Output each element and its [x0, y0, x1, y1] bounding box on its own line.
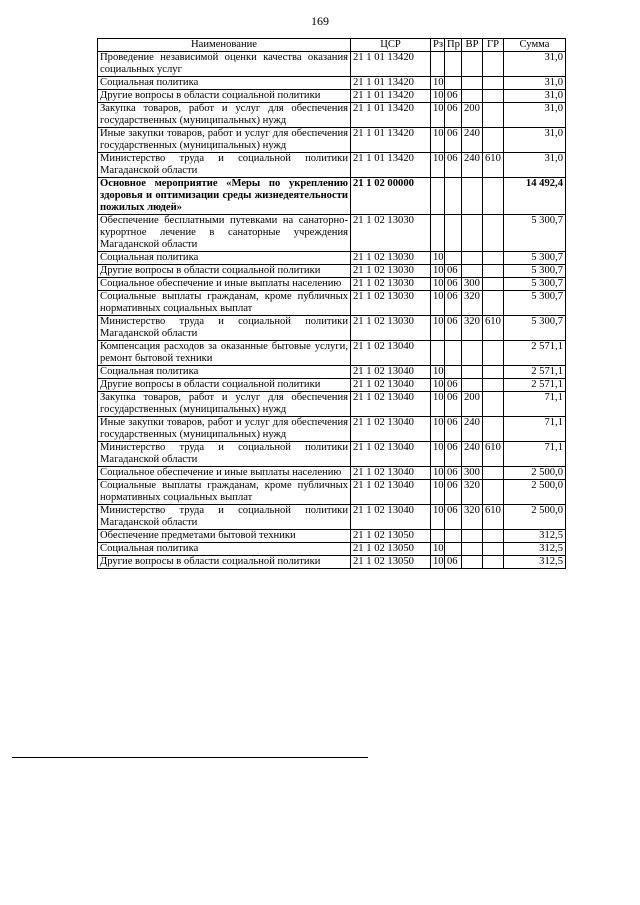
cell-rz: 10	[431, 103, 445, 128]
cell-code: 21 1 02 13030	[351, 252, 431, 265]
cell-pr: 06	[445, 442, 462, 467]
cell-rz: 10	[431, 265, 445, 278]
cell-amount: 5 300,7	[504, 291, 566, 316]
cell-vr	[462, 379, 483, 392]
table-row	[98, 467, 566, 480]
table-header-row	[98, 39, 566, 52]
cell-pr: 06	[445, 316, 462, 341]
table-row	[98, 278, 566, 291]
cell-rz: 10	[431, 252, 445, 265]
cell-amount: 2 571,1	[504, 379, 566, 392]
cell-code: 21 1 01 13420	[351, 153, 431, 178]
cell-pr	[445, 341, 462, 366]
cell-code: 21 1 01 13420	[351, 103, 431, 128]
cell-gr	[483, 530, 504, 543]
cell-amount: 31,0	[504, 52, 566, 77]
table-row	[98, 316, 566, 341]
cell-gr	[483, 291, 504, 316]
cell-code: 21 1 02 13040	[351, 341, 431, 366]
cell-rz: 10	[431, 278, 445, 291]
cell-vr	[462, 366, 483, 379]
cell-gr	[483, 90, 504, 103]
table-row	[98, 480, 566, 505]
cell-gr	[483, 77, 504, 90]
cell-rz: 10	[431, 392, 445, 417]
cell-name: Иные закупки товаров, работ и услуг для обеспечения государственных (муниципальных) нужд	[98, 417, 351, 442]
cell-pr: 06	[445, 128, 462, 153]
cell-name: Социальная политика	[98, 366, 351, 379]
table-row	[98, 291, 566, 316]
cell-gr	[483, 392, 504, 417]
cell-code: 21 1 02 13030	[351, 316, 431, 341]
cell-amount: 5 300,7	[504, 215, 566, 252]
cell-vr: 200	[462, 392, 483, 417]
cell-name: Обеспечение предметами бытовой техники	[98, 530, 351, 543]
cell-rz	[431, 52, 445, 77]
table-row	[98, 265, 566, 278]
cell-code: 21 1 02 13040	[351, 379, 431, 392]
cell-vr	[462, 178, 483, 215]
table-row	[98, 543, 566, 556]
table-row	[98, 366, 566, 379]
cell-vr: 240	[462, 417, 483, 442]
cell-pr: 06	[445, 556, 462, 569]
cell-name: Социальное обеспечение и иные выплаты населению	[98, 467, 351, 480]
table-row	[98, 379, 566, 392]
page-number: 169	[311, 14, 329, 28]
cell-name: Другие вопросы в области социальной политики	[98, 379, 351, 392]
cell-amount: 71,1	[504, 392, 566, 417]
cell-rz: 10	[431, 505, 445, 530]
cell-vr: 240	[462, 153, 483, 178]
cell-pr: 06	[445, 392, 462, 417]
cell-pr: 06	[445, 480, 462, 505]
cell-gr	[483, 103, 504, 128]
cell-amount: 71,1	[504, 442, 566, 467]
cell-name: Министерство труда и социальной политики Магаданской области	[98, 153, 351, 178]
table-row	[98, 77, 566, 90]
cell-pr: 06	[445, 291, 462, 316]
cell-rz: 10	[431, 316, 445, 341]
cell-pr	[445, 252, 462, 265]
cell-name: Закупка товаров, работ и услуг для обеспечения государственных (муниципальных) нужд	[98, 103, 351, 128]
cell-gr	[483, 379, 504, 392]
cell-gr: 610	[483, 316, 504, 341]
cell-gr	[483, 265, 504, 278]
table-row	[98, 178, 566, 215]
table-row	[98, 103, 566, 128]
cell-gr	[483, 178, 504, 215]
cell-vr: 200	[462, 103, 483, 128]
cell-name: Министерство труда и социальной политики Магаданской области	[98, 442, 351, 467]
cell-amount: 71,1	[504, 417, 566, 442]
cell-pr: 06	[445, 90, 462, 103]
cell-code: 21 1 02 13040	[351, 480, 431, 505]
cell-code: 21 1 02 13040	[351, 366, 431, 379]
cell-name: Основное мероприятие «Меры по укреплению здоровья и оптимизации среды жизнедеятельности пожилых людей»	[98, 178, 351, 215]
cell-gr: 610	[483, 505, 504, 530]
cell-gr	[483, 480, 504, 505]
header-pr: Пр	[445, 39, 462, 52]
cell-name: Социальные выплаты гражданам, кроме публичных нормативных социальных выплат	[98, 291, 351, 316]
cell-pr	[445, 215, 462, 252]
cell-pr	[445, 77, 462, 90]
cell-rz: 10	[431, 543, 445, 556]
cell-amount: 2 571,1	[504, 341, 566, 366]
cell-vr	[462, 341, 483, 366]
cell-code: 21 1 01 13420	[351, 90, 431, 103]
header-gr: ГР	[483, 39, 504, 52]
table-row	[98, 252, 566, 265]
cell-vr	[462, 543, 483, 556]
cell-rz: 10	[431, 417, 445, 442]
cell-name: Другие вопросы в области социальной политики	[98, 556, 351, 569]
cell-code: 21 1 02 00000	[351, 178, 431, 215]
cell-vr	[462, 252, 483, 265]
cell-vr	[462, 215, 483, 252]
cell-vr	[462, 90, 483, 103]
cell-amount: 2 571,1	[504, 366, 566, 379]
cell-vr: 240	[462, 128, 483, 153]
cell-vr: 320	[462, 480, 483, 505]
cell-gr	[483, 543, 504, 556]
cell-vr: 300	[462, 467, 483, 480]
cell-vr	[462, 77, 483, 90]
header-amount: Сумма	[504, 39, 566, 52]
cell-name: Министерство труда и социальной политики Магаданской области	[98, 505, 351, 530]
header-rz: Рз	[431, 39, 445, 52]
cell-pr: 06	[445, 417, 462, 442]
cell-pr: 06	[445, 265, 462, 278]
cell-rz: 10	[431, 442, 445, 467]
cell-amount: 2 500,0	[504, 480, 566, 505]
table-row	[98, 392, 566, 417]
cell-rz: 10	[431, 366, 445, 379]
cell-vr	[462, 556, 483, 569]
table-row	[98, 90, 566, 103]
cell-name: Социальное обеспечение и иные выплаты населению	[98, 278, 351, 291]
cell-gr	[483, 278, 504, 291]
cell-amount: 5 300,7	[504, 316, 566, 341]
cell-name: Социальные выплаты гражданам, кроме публичных нормативных социальных выплат	[98, 480, 351, 505]
cell-pr	[445, 366, 462, 379]
cell-code: 21 1 02 13040	[351, 417, 431, 442]
cell-pr: 06	[445, 379, 462, 392]
header-name: Наименование	[98, 39, 351, 52]
cell-vr	[462, 52, 483, 77]
cell-name: Закупка товаров, работ и услуг для обеспечения государственных (муниципальных) нужд	[98, 392, 351, 417]
cell-rz: 10	[431, 379, 445, 392]
cell-pr: 06	[445, 103, 462, 128]
cell-pr	[445, 52, 462, 77]
cell-vr: 240	[462, 442, 483, 467]
cell-amount: 312,5	[504, 556, 566, 569]
cell-rz	[431, 215, 445, 252]
cell-amount: 2 500,0	[504, 467, 566, 480]
budget-table	[97, 38, 566, 569]
cell-vr: 320	[462, 505, 483, 530]
cell-vr: 300	[462, 278, 483, 291]
cell-gr	[483, 252, 504, 265]
cell-name: Иные закупки товаров, работ и услуг для обеспечения государственных (муниципальных) нужд	[98, 128, 351, 153]
cell-amount: 5 300,7	[504, 278, 566, 291]
cell-code: 21 1 02 13030	[351, 215, 431, 252]
cell-amount: 31,0	[504, 128, 566, 153]
cell-code: 21 1 02 13030	[351, 278, 431, 291]
cell-amount: 31,0	[504, 153, 566, 178]
cell-pr: 06	[445, 505, 462, 530]
cell-name: Социальная политика	[98, 77, 351, 90]
cell-vr: 320	[462, 316, 483, 341]
cell-amount: 31,0	[504, 103, 566, 128]
cell-rz: 10	[431, 153, 445, 178]
cell-amount: 312,5	[504, 543, 566, 556]
cell-amount: 2 500,0	[504, 505, 566, 530]
cell-code: 21 1 02 13040	[351, 392, 431, 417]
cell-code: 21 1 01 13420	[351, 77, 431, 90]
header-vr: ВР	[462, 39, 483, 52]
cell-code: 21 1 02 13050	[351, 530, 431, 543]
cell-code: 21 1 02 13030	[351, 265, 431, 278]
cell-amount: 5 300,7	[504, 252, 566, 265]
cell-name: Компенсация расходов за оказанные бытовые услуги, ремонт бытовой техники	[98, 341, 351, 366]
cell-vr	[462, 530, 483, 543]
header-code: ЦСР	[351, 39, 431, 52]
table-row	[98, 442, 566, 467]
cell-amount: 14 492,4	[504, 178, 566, 215]
cell-gr	[483, 467, 504, 480]
cell-name: Социальная политика	[98, 252, 351, 265]
cell-vr: 320	[462, 291, 483, 316]
cell-name: Проведение независимой оценки качества оказания социальных услуг	[98, 52, 351, 77]
cell-gr	[483, 215, 504, 252]
table-row	[98, 417, 566, 442]
cell-rz	[431, 530, 445, 543]
cell-code: 21 1 02 13050	[351, 543, 431, 556]
cell-name: Другие вопросы в области социальной политики	[98, 265, 351, 278]
cell-rz: 10	[431, 480, 445, 505]
cell-name: Министерство труда и социальной политики Магаданской области	[98, 316, 351, 341]
table-row	[98, 530, 566, 543]
cell-gr	[483, 52, 504, 77]
cell-amount: 312,5	[504, 530, 566, 543]
cell-pr	[445, 543, 462, 556]
cell-rz	[431, 341, 445, 366]
cell-code: 21 1 01 13420	[351, 128, 431, 153]
cell-amount: 31,0	[504, 90, 566, 103]
cell-pr	[445, 530, 462, 543]
table-row	[98, 505, 566, 530]
cell-pr: 06	[445, 278, 462, 291]
cell-name: Обеспечение бесплатными путевками на санаторно-курортное лечение в санаторные учреждения Магаданской области	[98, 215, 351, 252]
cell-amount: 5 300,7	[504, 265, 566, 278]
cell-amount: 31,0	[504, 77, 566, 90]
cell-gr: 610	[483, 442, 504, 467]
cell-code: 21 1 02 13030	[351, 291, 431, 316]
cell-pr	[445, 178, 462, 215]
cell-rz: 10	[431, 77, 445, 90]
table-row	[98, 128, 566, 153]
cell-pr: 06	[445, 153, 462, 178]
cell-gr	[483, 556, 504, 569]
cell-name: Другие вопросы в области социальной политики	[98, 90, 351, 103]
cell-rz: 10	[431, 556, 445, 569]
cell-gr: 610	[483, 153, 504, 178]
cell-rz: 10	[431, 467, 445, 480]
cell-code: 21 1 02 13050	[351, 556, 431, 569]
cell-rz: 10	[431, 128, 445, 153]
cell-code: 21 1 02 13040	[351, 505, 431, 530]
cell-gr	[483, 417, 504, 442]
cell-pr: 06	[445, 467, 462, 480]
table-row	[98, 556, 566, 569]
footnote-rule	[12, 757, 368, 758]
table-row	[98, 153, 566, 178]
cell-gr	[483, 341, 504, 366]
cell-rz: 10	[431, 90, 445, 103]
table-row	[98, 341, 566, 366]
cell-gr	[483, 366, 504, 379]
cell-code: 21 1 01 13420	[351, 52, 431, 77]
cell-rz: 10	[431, 291, 445, 316]
cell-name: Социальная политика	[98, 543, 351, 556]
cell-vr	[462, 265, 483, 278]
cell-code: 21 1 02 13040	[351, 467, 431, 480]
cell-rz	[431, 178, 445, 215]
table-row	[98, 52, 566, 77]
cell-code: 21 1 02 13040	[351, 442, 431, 467]
cell-gr	[483, 128, 504, 153]
table-row	[98, 215, 566, 252]
